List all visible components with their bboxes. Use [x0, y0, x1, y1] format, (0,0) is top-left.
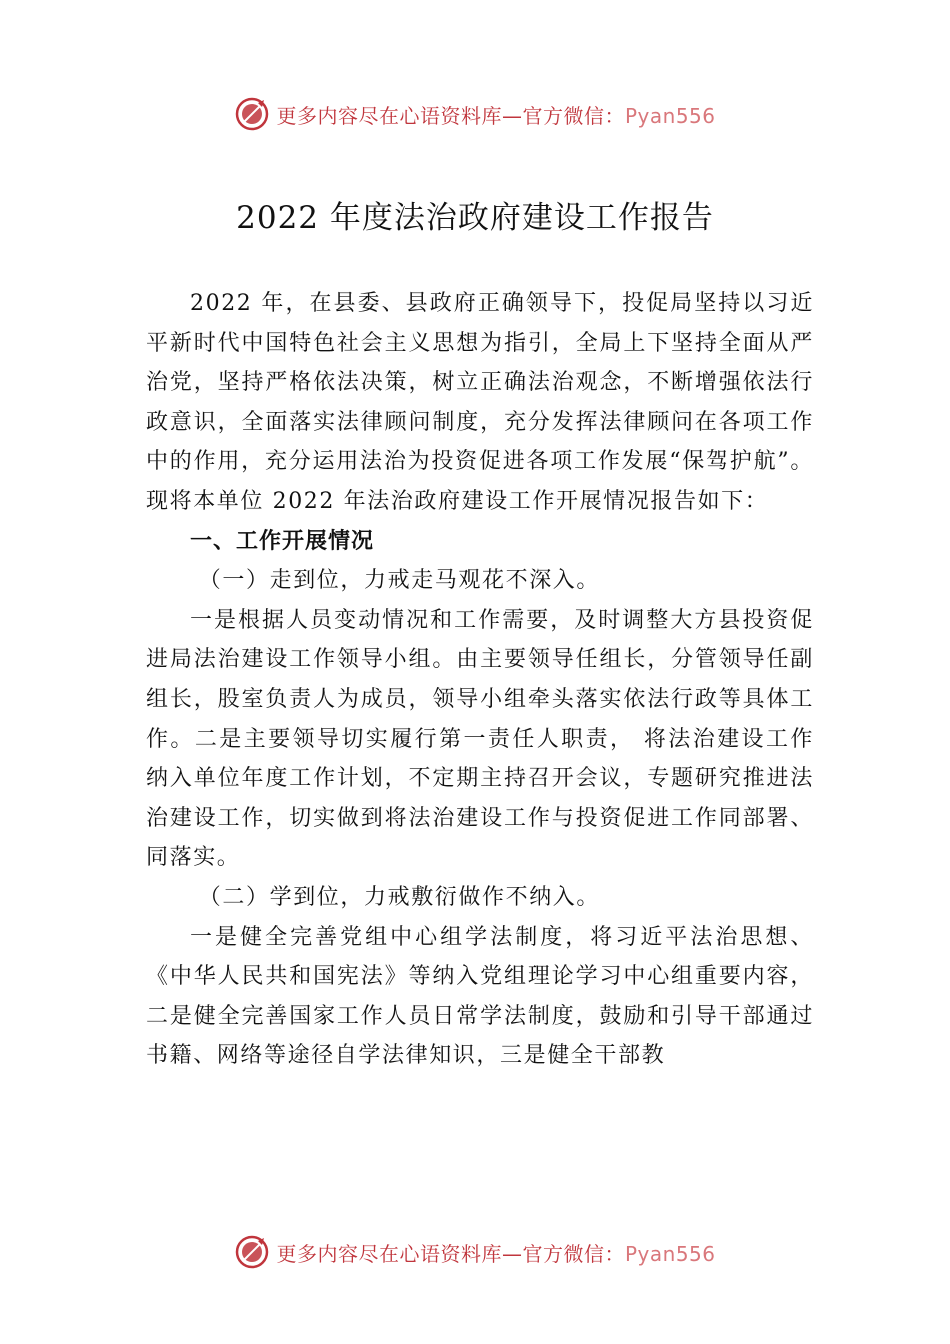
section-heading: 一、工作开展情况: [190, 528, 375, 554]
document-body: [146, 284, 814, 1076]
quill-seal-icon: [234, 96, 270, 132]
paragraph-body: 一是健全完善党组中心组学法制度，将习近平法治思想、《中华人民共和国宪法》等纳入党组理论学习中心组重要内容，二是健全完善国家工作人员日常学法制度，鼓励和引导干部通过书籍、网络等途径自学法律知识，三是健全干部教: [146, 924, 814, 1069]
footer-banner: [0, 1232, 950, 1272]
quill-seal-icon: [234, 1234, 270, 1270]
banner-text: 更多内容尽在心语资料库—官方微信：Pyan556: [276, 1241, 716, 1266]
paragraph-intro: 2022 年，在县委、县政府正确领导下，投促局坚持以习近平新时代中国特色社会主义思想为指引，全局上下坚持全面从严治党，坚持严格依法决策，树立正确法治观念，不断增强依法行政意识，全面落实法律顾问制度，充分发挥法律顾问在各项工作中的作用，充分运用法治为投资促进各项工作发展“保驾护航”。现将本单位 2022 年法治政府建设工作开展情况报告如下：: [146, 291, 814, 514]
header-banner: [0, 94, 950, 134]
paragraph-body: 一是根据人员变动情况和工作需要，及时调整大方县投资促进局法治建设工作领导小组。由主要领导任组长，分管领导任副组长，股室负责人为成员，领导小组牵头落实依法行政等具体工作。二是主要领导切实履行第一责任人职责， 将法治建设工作纳入单位年度工作计划，不定期主持召开会议，专题研究推进法治建设工作，切实做到将法治建设工作与投资促进工作同部署、同落实。: [146, 607, 814, 871]
banner-text: 更多内容尽在心语资料库—官方微信：Pyan556: [276, 103, 716, 128]
subsection-heading: （二）学到位，力戒敷衍做作不纳入。: [198, 884, 600, 910]
subsection-heading: （一）走到位，力戒走马观花不深入。: [198, 568, 600, 594]
document-title: 2022 年度法治政府建设工作报告: [236, 200, 714, 236]
